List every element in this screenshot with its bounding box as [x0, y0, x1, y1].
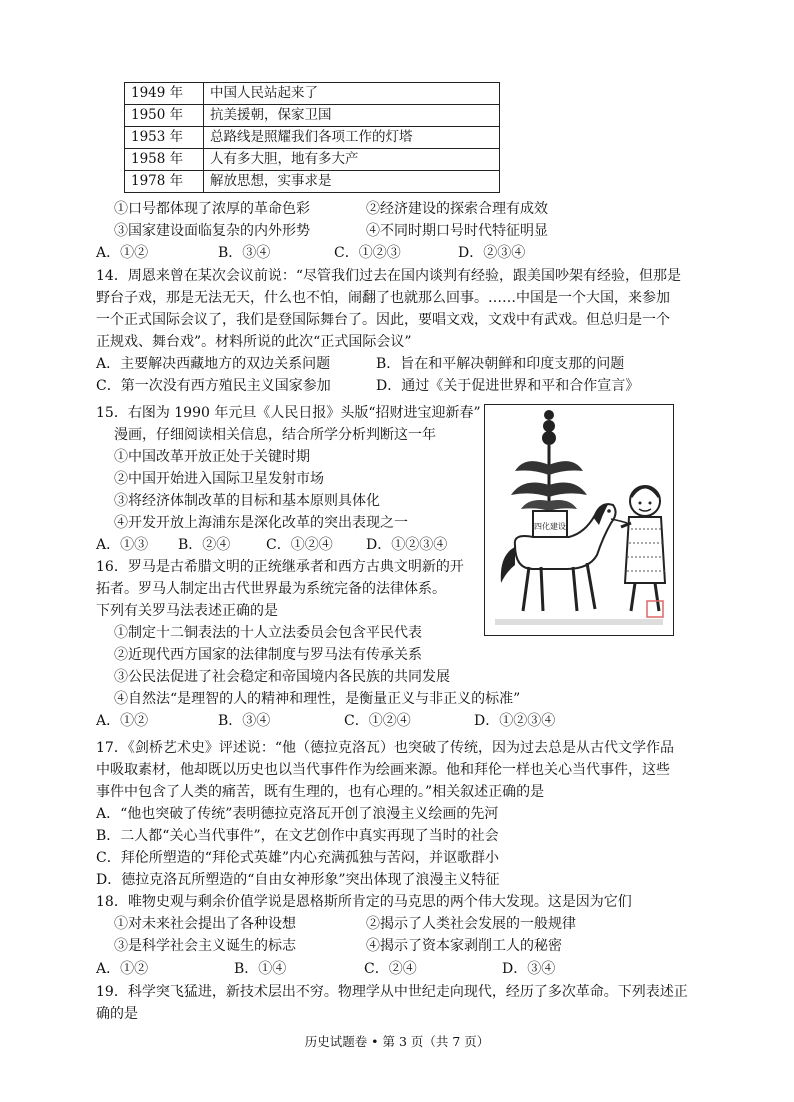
q15-line-2: 漫画，仔细阅读相关信息，结合所学分析判断这一年: [114, 427, 436, 443]
table-row: [125, 105, 500, 127]
q18-option-d: D．③④: [502, 961, 556, 977]
q13-option-a: A．①②: [96, 245, 149, 261]
new-year-cartoon: [484, 404, 674, 636]
q18-line-1: 18．唯物史观与剩余价值学说是恩格斯所肯定的马克思的两个伟大发现。这是因为它们: [96, 894, 632, 910]
table-row: [125, 171, 500, 193]
q16-statement-3: ③公民法促进了社会稳定和帝国境内各民族的共同发展: [114, 669, 450, 685]
q17-option-a: A．“他也突破了传统”表明德拉克洛瓦开创了浪漫主义绘画的先河: [96, 806, 499, 822]
q14-line-2: 野台子戏，那是无法无天，什么也不怕，闹翻了也就那么回事。……中国是一个大国，来参加: [96, 290, 670, 306]
q15-statement-4: ④开发开放上海浦东是深化改革的突出表现之一: [114, 515, 408, 531]
q13-statement-1: ①口号都体现了浓厚的革命色彩: [114, 201, 310, 217]
q18-statement-2: ②揭示了人类社会发展的一般规律: [366, 916, 576, 932]
q16-option-b: B．③④: [218, 713, 271, 729]
q17-option-c: C．拜伦所塑造的“拜伦式英雄”内心充满孤独与苦闷，并讴歌群小: [96, 850, 500, 866]
year-cell: 1958 年: [125, 149, 204, 171]
q15-option-a: A．①③: [96, 537, 149, 553]
table-row: [125, 83, 500, 105]
q18-option-c: C．②④: [364, 961, 417, 977]
q14-line-3: 一个正式国际会议了，我们是登国际舞台了。因此，要唱文戏，文戏中有武戏。但总归是一个: [96, 312, 670, 328]
table-row: [125, 127, 500, 149]
q16-statement-4: ④自然法“是理智的人的精神和理性，是衡量正义与非正义的标准”: [114, 691, 521, 707]
q15-option-d: D．①②③④: [366, 537, 448, 553]
q13-option-d: D．②③④: [458, 245, 526, 261]
q16-line-1: 16．罗马是古希腊文明的正统继承者和西方古典文明新的开: [96, 559, 464, 575]
q16-line-2: 拓者。罗马人制定出古代世界最为系统完备的法律体系。: [96, 581, 446, 597]
q14-option-b: B．旨在和平解决朝鲜和印度支那的问题: [376, 356, 625, 372]
year-cell: 1953 年: [125, 127, 204, 149]
q18-statement-4: ④揭示了资本家剥削工人的秘密: [366, 938, 562, 954]
q16-option-a: A．①②: [96, 713, 149, 729]
q15-option-b: B．②④: [178, 537, 231, 553]
q15-line-1: 15．右图为 1990 年元旦《人民日报》头版“招财进宝迎新春”: [96, 405, 481, 421]
q18-statement-3: ③是科学社会主义诞生的标志: [114, 938, 296, 954]
slogan-cell: 中国人民站起来了: [204, 83, 500, 105]
q17-line-1: 17．《剑桥艺术史》评述说：“他（德拉克洛瓦）也突破了传统，因为过去总是从古代文学作品: [96, 740, 674, 756]
q16-statement-2: ②近现代西方国家的法律制度与罗马法有传承关系: [114, 647, 422, 663]
slogan-table: [124, 82, 500, 193]
q15-statement-3: ③将经济体制改革的目标和基本原则具体化: [114, 493, 380, 509]
q18-option-a: A．①②: [96, 961, 149, 977]
year-cell: 1950 年: [125, 105, 204, 127]
q18-option-b: B．①④: [234, 961, 287, 977]
cartoon-banner-text: 四化建设: [534, 522, 566, 531]
q16-line-3: 下列有关罗马法表述正确的是: [96, 603, 278, 619]
q16-statement-1: ①制定十二铜表法的十人立法委员会包含平民代表: [114, 625, 422, 641]
q15-statement-1: ①中国改革开放正处于关键时期: [114, 449, 310, 465]
slogan-cell: 抗美援朝，保家卫国: [204, 105, 500, 127]
q18-statement-1: ①对未来社会提出了各种设想: [114, 916, 296, 932]
q14-line-1: 14．周恩来曾在某次会议前说：“尽管我们过去在国内谈判有经验，跟美国吵架有经验，但那是: [96, 268, 681, 284]
q14-option-a: A．主要解决西藏地方的双边关系问题: [96, 356, 331, 372]
q17-option-b: B．二人都“关心当代事件”，在文艺创作中真实再现了当时的社会: [96, 828, 499, 844]
q13-statement-3: ③国家建设面临复杂的内外形势: [114, 223, 310, 239]
q19-line-1: 19．科学突飞猛进，新技术层出不穷。物理学从中世纪走向现代，经历了多次革命。下列表述正: [96, 984, 688, 1000]
cartoon-drawing: [485, 405, 673, 635]
q17-option-d: D．德拉克洛瓦所塑造的“自由女神形象”突出体现了浪漫主义特征: [96, 872, 500, 888]
q15-statement-2: ②中国开始进入国际卫星发射市场: [114, 471, 324, 487]
slogan-cell: 总路线是照耀我们各项工作的灯塔: [204, 127, 500, 149]
q17-line-2: 中吸取素材，他却既以历史也以当代事件作为绘画来源。他和拜伦一样也关心当代事件，这些: [96, 762, 670, 778]
year-cell: 1978 年: [125, 171, 204, 193]
q15-option-c: C．①②④: [266, 537, 333, 553]
q13-statement-2: ②经济建设的探索合理有成效: [366, 201, 548, 217]
q13-option-c: C．①②③: [334, 245, 401, 261]
table-row: [125, 149, 500, 171]
q13-statement-4: ④不同时期口号时代特征明显: [366, 223, 548, 239]
q13-option-b: B．③④: [218, 245, 271, 261]
q14-line-4: 正规戏、舞台戏”。材料所说的此次“正式国际会议”: [96, 334, 412, 350]
q19-line-2: 确的是: [96, 1006, 138, 1022]
q16-option-d: D．①②③④: [474, 713, 556, 729]
q17-line-3: 事件中包含了人类的痛苦，既有生理的，也有心理的。”相关叙述正确的是: [96, 784, 545, 800]
q14-option-d: D．通过《关于促进世界和平和合作宣言》: [376, 378, 640, 394]
q14-option-c: C．第一次没有西方殖民主义国家参加: [96, 378, 331, 394]
slogan-cell: 人有多大胆，地有多大产: [204, 149, 500, 171]
page-footer: 历史试题卷 • 第 3 页（共 7 页）: [304, 1034, 490, 1049]
q16-option-c: C．①②④: [344, 713, 411, 729]
year-cell: 1949 年: [125, 83, 204, 105]
slogan-cell: 解放思想，实事求是: [204, 171, 500, 193]
